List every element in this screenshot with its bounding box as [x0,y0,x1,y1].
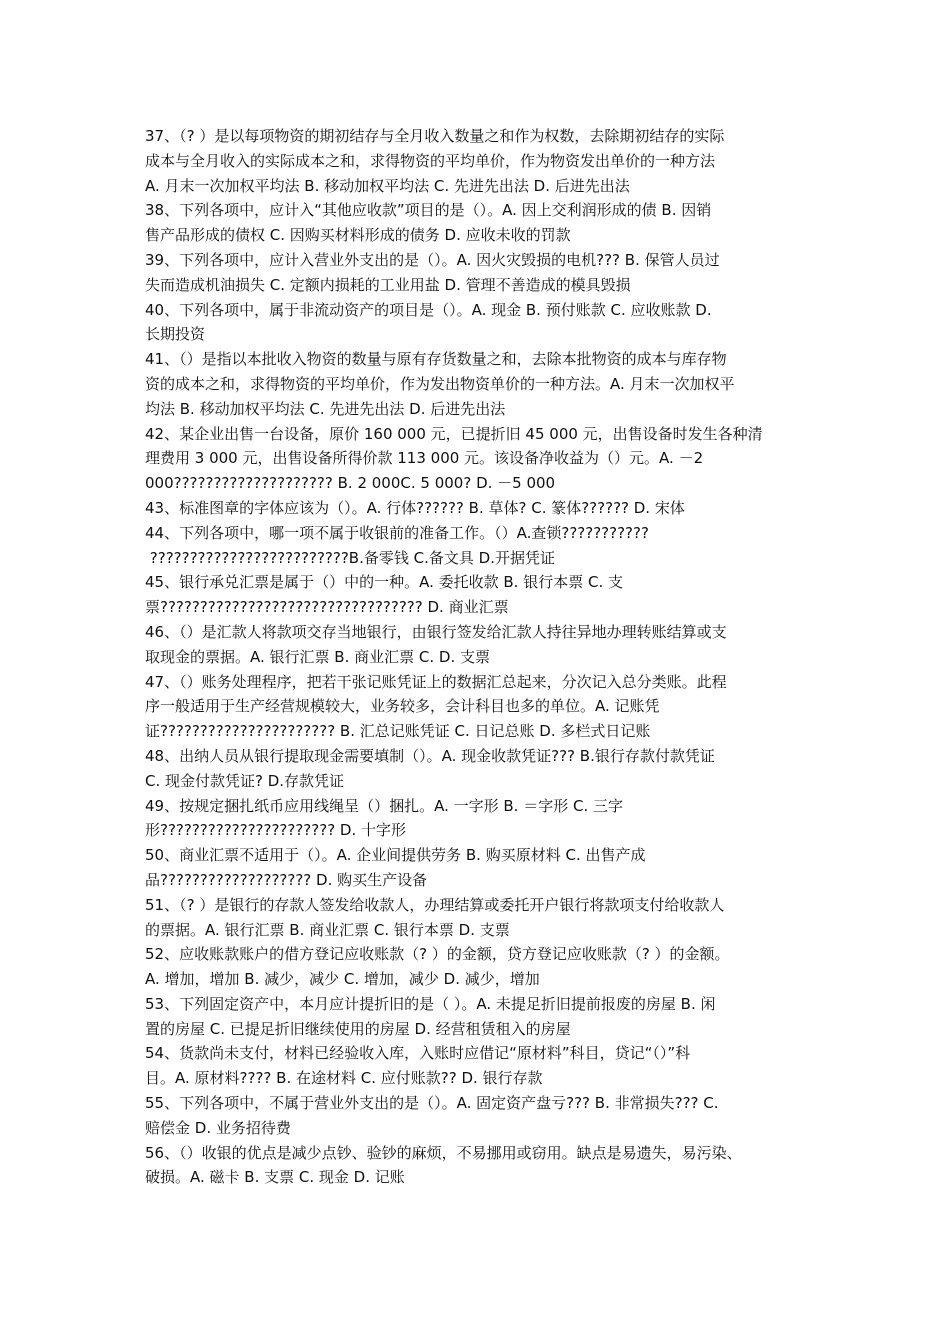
text-line: 50、商业汇票不适用于（）。A. 企业间提供劳务 B. 购买原材料 C. 出售产成 [145,846,646,865]
text-line: 56、（）收银的优点是减少点钞、验钞的麻烦，不易挪用或窃用。缺点是易遗失，易污染、 [145,1143,742,1162]
text-line: 票????????????????????????????????? D. 商业汇票 [145,598,509,617]
text-line: 47、（）账务处理程序，把若干张记账凭证上的数据汇总起来，分次记入总分类账。此程 [145,672,727,691]
text-line: 破损。A. 磁卡 B. 支票 C. 现金 D. 记账 [145,1168,405,1187]
text-line: 42、某企业出售一台设备，原价 160 000 元，已提折旧 45 000 元，出售设备时发生各种清 [145,424,763,443]
text-line: 39、下列各项中，应计入营业外支出的是（）。A. 因火灾毁损的电机??? B. 保管人员过 [145,250,720,269]
text-line: 51、（? ）是银行的存款人签发给收款人，办理结算或委托开户银行将款项支付给收款人 [145,895,725,914]
text-line: 品??????????????????? D. 购买生产设备 [145,870,428,889]
text-line: 52、应收账款账户的借方登记应收账款（? ）的金额，贷方登记应收账款（? ）的金额。 [145,945,730,964]
text-line: 售产品形成的债权 C. 因购买材料形成的债务 D. 应收未收的罚款 [145,226,571,245]
text-line: 目。A. 原材料???? B. 在途材料 C. 应付账款?? D. 银行存款 [145,1069,543,1088]
text-line: 理费用 3 000 元，出售设备所得价款 113 000 元。该设备净收益为（）元。A. －2 [145,449,704,468]
text-line: 资的成本之和，求得物资的平均单价，作为发出物资单价的一种方法。A. 月末一次加权平 [145,374,735,393]
text-line: 长期投资 [145,325,206,344]
text-line: 46、（）是汇款人将款项交存当地银行，由银行签发给汇款人持往异地办理转账结算或支 [145,622,727,641]
text-line: A. 月末一次加权平均法 B. 移动加权平均法 C. 先进先出法 D. 后进先出法 [145,176,630,195]
text-line: 37、（? ）是以每项物资的期初结存与全月收入数量之和作为权数，去除期初结存的实际 [145,127,725,145]
text-line: C. 现金付款凭证? D.存款凭证 [145,771,345,790]
text-line: 成本与全月收入的实际成本之和，求得物资的平均单价，作为物资发出单价的一种方法 [145,151,716,170]
text-line: 48、出纳人员从银行提取现金需要填制（）。A. 现金收款凭证??? B.银行存款付款凭证 [145,746,715,765]
text-line: 49、按规定捆扎纸币应用线绳呈（）捆扎。A. 一字形 B. ＝字形 C. 三字 [145,796,623,815]
text-line: A. 增加，增加 B. 减少，减少 C. 增加，减少 D. 减少，增加 [145,970,540,989]
document-body [145,124,813,1190]
text-line: 53、下列固定资产中，本月应计提折旧的是（ ）。A. 未提足折旧提前报废的房屋 B. 闲 [145,994,716,1013]
text-line: 形?????????????????????? D. 十字形 [145,821,407,840]
text-line: 失而造成机油损失 C. 定额内损耗的工业用盐 D. 管理不善造成的模具毁损 [145,275,631,294]
text-line: 54、货款尚未支付，材料已经验收入库，入账时应借记“原材料”科目，贷记“（）”科 [145,1044,691,1063]
text-line: 均法 B. 移动加权平均法 C. 先进先出法 D. 后进先出法 [145,399,506,418]
text-line: 55、下列各项中，不属于营业外支出的是（）。A. 固定资产盘亏??? B. 非常损失??? C. [145,1094,719,1113]
text-line: ?????????????????????????B.备零钱 C.备文具 D.开据凭证 [145,548,555,567]
text-line: 证?????????????????????? B. 汇总记账凭证 C. 日记总账 D. 多栏式日记账 [145,722,651,741]
text-line: 取现金的票据。A. 银行汇票 B. 商业汇票 C. D. 支票 [145,647,490,666]
text-line: 38、下列各项中，应计入“其他应收款”项目的是（）。A. 因上交利润形成的债 B. 因销 [145,201,712,220]
text-line: 40、下列各项中，属于非流动资产的项目是（）。A. 现金 B. 预付账款 C. 应收账款 D. [145,300,712,319]
text-line: 序一般适用于生产经营规模较大，业务较多，会计科目也多的单位。A. 记账凭 [145,697,660,716]
text-line: 41、（）是指以本批收入物资的数量与原有存货数量之和，去除本批物资的成本与库存物 [145,350,727,369]
text-line: 45、银行承兑汇票是属于（）中的一种。A. 委托收款 B. 银行本票 C. 支 [145,573,623,592]
text-line: 的票据。A. 银行汇票 B. 商业汇票 C. 银行本票 D. 支票 [145,920,510,939]
text-line: 44、下列各项中，哪一项不属于收银前的准备工作。（）A.查锁??????????? [145,523,649,542]
text-line: 置的房屋 C. 已提足折旧继续使用的房屋 D. 经营租赁租入的房屋 [145,1019,571,1038]
text-line: 赔偿金 D. 业务招待费 [145,1118,291,1137]
text-line: 000???????????????????? B. 2 000C. 5 000? D. －5 000 [145,474,556,493]
text-line: 43、标准图章的字体应该为（）。A. 行体?????? B. 草体? C. 篆体?????? D. 宋体 [145,498,685,517]
